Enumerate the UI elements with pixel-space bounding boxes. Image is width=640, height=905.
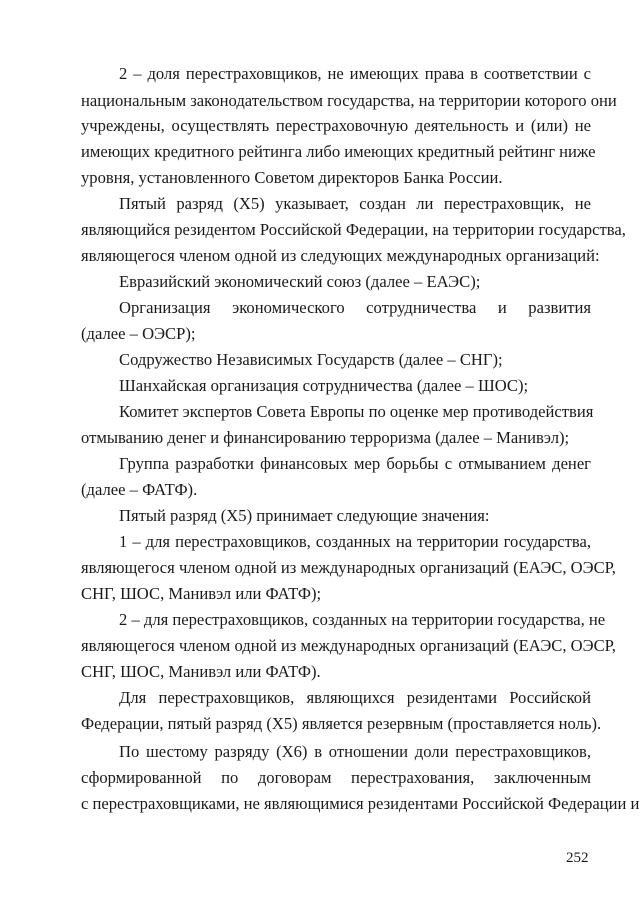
text-line: 2 – для перестраховщиков, созданных на территории государства, не xyxy=(119,610,606,629)
text-line: 1 – для перестраховщиков, созданных на территории государства, xyxy=(119,532,591,551)
text-line: Федерации, пятый разряд (X5) является резервным (проставляется ноль). xyxy=(81,714,602,733)
page-number: 252 xyxy=(566,850,589,866)
text-line: (далее – ФАТФ). xyxy=(81,480,198,499)
text-line: Евразийский экономический союз (далее – ЕАЭС); xyxy=(119,272,481,291)
text-line: Содружество Независимых Государств (далее – СНГ); xyxy=(119,350,503,369)
text-line: Шанхайская организация сотрудничества (далее – ШОС); xyxy=(119,376,529,395)
text-line: являющегося членом одной из международных организаций (ЕАЭС, ОЭСР, xyxy=(81,636,616,655)
text-line: Пятый разряд (X5) принимает следующие значения: xyxy=(119,506,490,525)
text-line: СНГ, ШОС, Манивэл или ФАТФ); xyxy=(81,584,322,603)
text-line: учреждены, осуществлять перестраховочную деятельность и (или) не xyxy=(81,116,591,135)
text-line: Организация экономического сотрудничества и развития xyxy=(119,298,591,317)
text-line: Пятый разряд (X5) указывает, создан ли перестраховщик, не xyxy=(119,194,591,213)
text-line: с перестраховщиками, не являющимися резидентами Российской Федерации и xyxy=(81,794,640,813)
text-line: являющегося членом одной из следующих международных организаций: xyxy=(81,246,600,265)
text-line: являющегося членом одной из международных организаций (ЕАЭС, ОЭСР, xyxy=(81,558,616,577)
text-line: отмыванию денег и финансированию терроризма (далее – Манивэл); xyxy=(81,428,570,447)
text-line: имеющих кредитного рейтинга либо имеющих кредитный рейтинг ниже xyxy=(81,142,596,161)
text-line: 2 – доля перестраховщиков, не имеющих права в соответствии с xyxy=(119,64,591,83)
text-line: национальным законодательством государства, на территории которого они xyxy=(81,91,617,110)
text-line: (далее – ОЭСР); xyxy=(81,324,196,343)
text-line: уровня, установленного Советом директоров Банка России. xyxy=(81,168,503,187)
text-line: СНГ, ШОС, Манивэл или ФАТФ). xyxy=(81,662,321,681)
text-line: сформированной по договорам перестрахования, заключенным xyxy=(81,768,591,787)
text-line: По шестому разряду (X6) в отношении доли перестраховщиков, xyxy=(119,742,591,761)
text-line: являющийся резидентом Российской Федерации, на территории государства, xyxy=(81,220,626,239)
text-line: Комитет экспертов Совета Европы по оценке мер противодействия xyxy=(119,402,594,421)
text-line: Группа разработки финансовых мер борьбы с отмыванием денег xyxy=(119,454,591,473)
text-line: Для перестраховщиков, являющихся резидентами Российской xyxy=(119,688,591,707)
